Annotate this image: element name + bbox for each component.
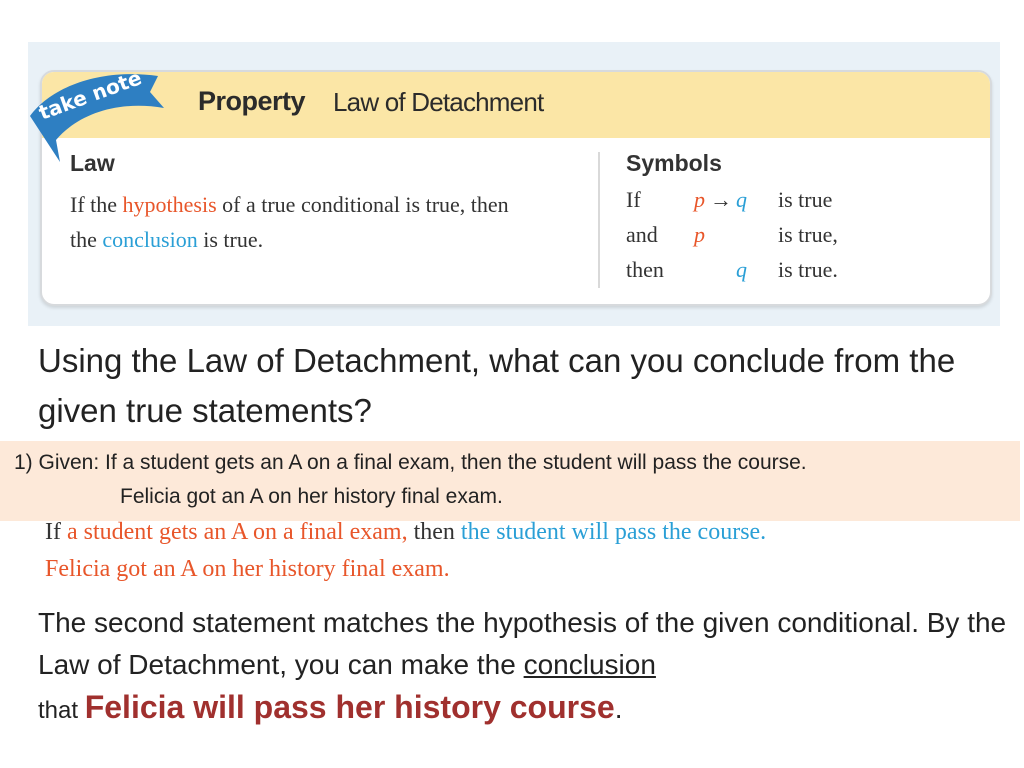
hypothesis-text: a student gets an A on a final exam, [66, 519, 408, 545]
symbol-q: q [736, 187, 747, 212]
conclusion-text: the student will pass the course. [460, 519, 767, 545]
symbol-tail: is true. [778, 257, 838, 282]
banner-text: take note [35, 65, 145, 125]
given-box [0, 441, 1020, 521]
symbol-row [626, 187, 956, 222]
conclusion-word: conclusion [523, 649, 656, 680]
symbols-heading: Symbols [626, 150, 722, 176]
law-text: is true. [197, 227, 264, 252]
symbol-tail: is true, [778, 222, 838, 247]
given-fact: Felicia got an A on her history final exam. [45, 556, 450, 582]
law-text: the [70, 227, 103, 252]
implies-arrow: → [710, 187, 732, 212]
symbol-row [626, 257, 956, 292]
answer-highlight: Felicia will pass her history course [84, 689, 615, 725]
property-label: Property [198, 86, 306, 116]
if-word: If [45, 519, 67, 545]
law-line-2 [70, 222, 580, 257]
symbol-word: then [626, 257, 664, 282]
symbol-tail: is true [778, 187, 833, 212]
symbols-column [626, 150, 956, 292]
symbol-p: p [694, 187, 705, 212]
take-note-banner [22, 54, 182, 164]
law-text: If the [70, 192, 123, 217]
symbol-row [626, 222, 956, 257]
conclusion-term: conclusion [102, 227, 198, 252]
symbol-word: If [626, 187, 641, 212]
property-name: Law of Detachment [333, 87, 544, 117]
conditional-statement [45, 519, 766, 546]
hypothesis-term: hypothesis [122, 192, 217, 217]
law-line-1 [70, 187, 580, 222]
that-word: that [38, 697, 85, 724]
law-heading: Law [70, 150, 115, 176]
property-header [42, 72, 990, 138]
property-card [40, 70, 992, 306]
take-note-panel [28, 42, 1000, 326]
given-line-1: 1) Given: If a student gets an A on a final exam, then the student will pass the course. [14, 451, 807, 474]
symbol-word: and [626, 222, 658, 247]
then-word: then [407, 519, 461, 545]
column-divider [598, 152, 600, 288]
given-line-2: Felicia got an A on her history final exam. [120, 485, 503, 508]
law-column [70, 150, 580, 257]
symbol-q: q [736, 257, 747, 282]
answer-period: . [614, 693, 623, 724]
answer-text [38, 602, 1013, 732]
law-text: of a true conditional is true, then [216, 192, 509, 217]
question-text: Using the Law of Detachment, what can you conclude from the given true statements? [38, 342, 956, 429]
symbol-p: p [694, 222, 705, 247]
answer-body: The second statement matches the hypothesis of the given conditional. By the Law of Detachment, you can make the [38, 607, 1007, 680]
